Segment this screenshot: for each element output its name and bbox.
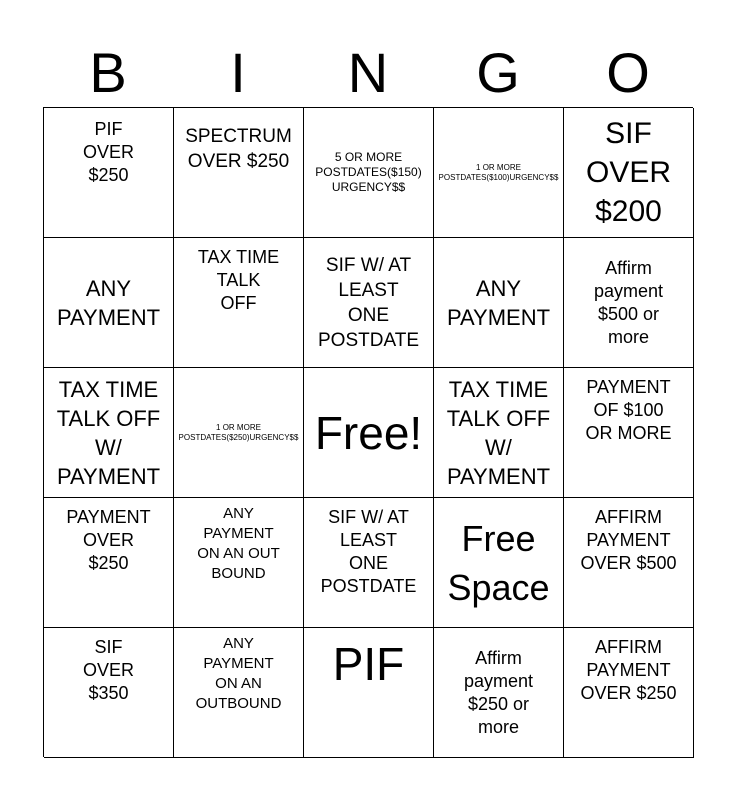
cell-text: 5 OR MORE POSTDATES($150) URGENCY$$ xyxy=(315,150,422,194)
cell-text: ANY PAYMENT xyxy=(56,275,161,330)
bingo-cell[interactable] xyxy=(564,628,694,758)
bingo-cell[interactable] xyxy=(174,498,304,628)
bingo-cell[interactable] xyxy=(434,238,564,368)
cell-text: Affirm payment $500 or more xyxy=(593,257,664,347)
bingo-cell[interactable] xyxy=(174,368,304,498)
bingo-cell[interactable] xyxy=(304,498,434,628)
cell-text: PIF OVER $250 xyxy=(82,119,134,185)
bingo-cell[interactable] xyxy=(564,498,694,628)
bingo-cell[interactable] xyxy=(44,368,174,498)
bingo-cell[interactable] xyxy=(434,628,564,758)
bingo-cell[interactable] xyxy=(174,628,304,758)
cell-text: SIF W/ AT LEAST ONE POSTDATE xyxy=(320,507,417,596)
cell-text: TAX TIME TALK OFF xyxy=(197,247,280,313)
header-letter-o: O xyxy=(606,41,650,104)
cell-text: PIF xyxy=(332,638,405,690)
bingo-cell[interactable] xyxy=(564,238,694,368)
bingo-cell[interactable] xyxy=(44,238,174,368)
cell-text: Free Space xyxy=(447,517,550,608)
bingo-cell[interactable] xyxy=(44,498,174,628)
cell-text: ANY PAYMENT ON AN OUT BOUND xyxy=(197,505,280,582)
cell-text: SIF OVER $200 xyxy=(585,117,672,228)
bingo-cell[interactable] xyxy=(304,238,434,368)
bingo-cell[interactable] xyxy=(44,628,174,758)
bingo-grid xyxy=(43,107,693,757)
bingo-cell[interactable] xyxy=(434,368,564,498)
bingo-cell[interactable] xyxy=(304,368,434,498)
cell-text: TAX TIME TALK OFF W/ PAYMENT xyxy=(56,376,161,489)
bingo-cell[interactable] xyxy=(304,108,434,238)
cell-text: Free! xyxy=(314,406,423,459)
cell-text: 1 OR MORE POSTDATES($100)URGENCY$$ xyxy=(438,162,559,182)
header-letter-i: I xyxy=(230,41,246,104)
bingo-cell[interactable] xyxy=(304,628,434,758)
header-letter-b: B xyxy=(89,41,127,104)
cell-text: ANY PAYMENT ON AN OUTBOUND xyxy=(195,635,282,712)
cell-text: 1 OR MORE POSTDATES($250)URGENCY$$ xyxy=(178,422,299,442)
bingo-cell[interactable] xyxy=(434,498,564,628)
cell-text: SIF OVER $350 xyxy=(82,637,134,703)
bingo-cell[interactable] xyxy=(174,238,304,368)
cell-text: SIF W/ AT LEAST ONE POSTDATE xyxy=(318,254,419,351)
header-letter-n: N xyxy=(347,41,389,104)
bingo-cell[interactable] xyxy=(44,108,174,238)
cell-text: ANY PAYMENT xyxy=(446,275,551,330)
cell-text: AFFIRM PAYMENT OVER $500 xyxy=(580,507,677,573)
cell-text: PAYMENT OF $100 OR MORE xyxy=(585,377,672,443)
bingo-cell[interactable] xyxy=(174,108,304,238)
header-letter-g: G xyxy=(476,41,520,104)
bingo-cell[interactable] xyxy=(564,108,694,238)
bingo-cell[interactable] xyxy=(564,368,694,498)
cell-text: PAYMENT OVER $250 xyxy=(66,507,151,573)
bingo-cell[interactable] xyxy=(434,108,564,238)
cell-text: Affirm payment $250 or more xyxy=(463,647,534,737)
bingo-header xyxy=(43,40,693,106)
cell-text: AFFIRM PAYMENT OVER $250 xyxy=(580,637,677,703)
cell-text: SPECTRUM OVER $250 xyxy=(185,126,292,172)
cell-text: TAX TIME TALK OFF W/ PAYMENT xyxy=(446,376,551,489)
